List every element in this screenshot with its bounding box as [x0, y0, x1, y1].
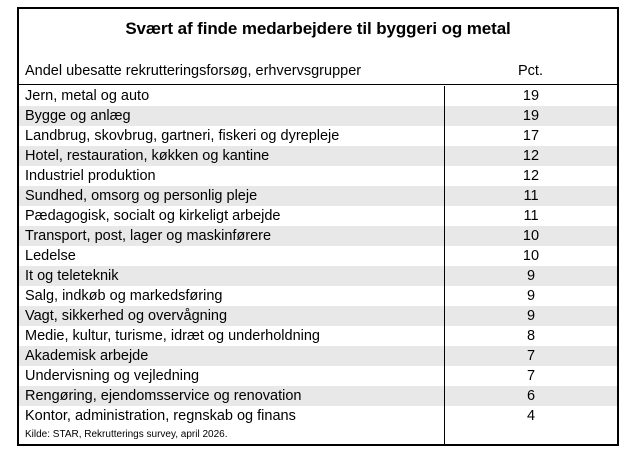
table-row [19, 306, 617, 326]
row-value: 19 [522, 87, 540, 104]
column-header-row [19, 58, 617, 85]
row-label: Kontor, administration, regnskab og finans [19, 406, 445, 426]
source-note: Kilde: STAR, Rekrutterings survey, april 2026. [25, 429, 228, 441]
row-label: Ledelse [19, 246, 445, 266]
column-header-pct: Pct. [518, 63, 543, 79]
table-row [19, 86, 617, 106]
column-header-groups: Andel ubesatte rekrutteringsforsøg, erhvervsgrupper [25, 63, 362, 79]
footer-right-cell [445, 426, 617, 445]
row-value: 12 [522, 167, 540, 184]
table-row [19, 326, 617, 346]
footer-left-cell [19, 426, 445, 445]
row-label: Jern, metal og auto [19, 86, 445, 106]
table-row [19, 346, 617, 366]
row-label: Landbrug, skovbrug, gartneri, fiskeri og dyrepleje [19, 126, 445, 146]
row-value: 8 [526, 327, 536, 344]
table-row [19, 126, 617, 146]
table-row [19, 406, 617, 426]
row-value: 19 [522, 107, 540, 124]
row-label: Undervisning og vejledning [19, 366, 445, 386]
table-row [19, 386, 617, 406]
row-label: Hotel, restauration, køkken og kantine [19, 146, 445, 166]
table-row [19, 166, 617, 186]
row-label: Salg, indkøb og markedsføring [19, 286, 445, 306]
row-value: 9 [526, 267, 536, 284]
row-value: 7 [526, 367, 536, 384]
table-row [19, 286, 617, 306]
row-value: 7 [526, 347, 536, 364]
row-label: It og teleteknik [19, 266, 445, 286]
table-footer [19, 426, 617, 445]
table-row [19, 246, 617, 266]
row-value: 17 [522, 127, 540, 144]
table-title: Svært af finde medarbejdere til byggeri og metal [125, 19, 511, 38]
row-label: Medie, kultur, turisme, idræt og underholdning [19, 326, 445, 346]
statistics-table [17, 7, 619, 446]
row-value: 4 [526, 407, 536, 424]
row-label: Vagt, sikkerhed og overvågning [19, 306, 445, 326]
row-value: 11 [523, 187, 539, 204]
row-value: 11 [523, 207, 539, 224]
row-label: Rengøring, ejendomsservice og renovation [19, 386, 445, 406]
row-label: Akademisk arbejde [19, 346, 445, 366]
row-value: 9 [526, 307, 536, 324]
row-value: 9 [526, 287, 536, 304]
table-row [19, 226, 617, 246]
row-value: 10 [522, 227, 540, 244]
row-label: Pædagogisk, socialt og kirkeligt arbejde [19, 206, 445, 226]
table-row [19, 266, 617, 286]
table-row [19, 206, 617, 226]
row-value: 6 [526, 387, 536, 404]
row-value: 12 [522, 147, 540, 164]
row-value: 10 [522, 247, 540, 264]
table-row [19, 146, 617, 166]
row-label: Transport, post, lager og maskinførere [19, 226, 445, 246]
row-label: Sundhed, omsorg og personlig pleje [19, 186, 445, 206]
table-row [19, 186, 617, 206]
row-label: Industriel produktion [19, 166, 445, 186]
table-row [19, 366, 617, 386]
table-row [19, 106, 617, 126]
table-body [19, 86, 617, 426]
row-label: Bygge og anlæg [19, 106, 445, 126]
